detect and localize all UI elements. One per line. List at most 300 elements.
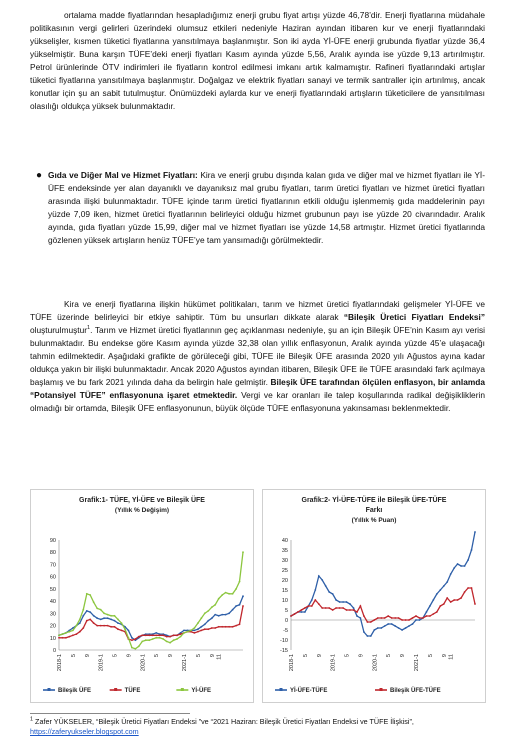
chart-1-data-point <box>221 594 223 596</box>
chart-1-data-point <box>218 626 220 628</box>
chart-1-data-point <box>114 626 116 628</box>
paragraph-composite <box>30 298 485 415</box>
chart-2-data-point <box>443 603 445 605</box>
chart-1-data-point <box>148 634 150 636</box>
chart-2-data-point <box>384 625 386 627</box>
chart-2-data-point <box>474 531 476 533</box>
chart-1-legend-label: Bileşik ÜFE <box>58 688 92 694</box>
chart-1-data-point <box>86 620 88 622</box>
chart-1-data-point <box>76 633 78 635</box>
chart-2-data-point <box>460 565 462 567</box>
chart-1-data-point <box>211 627 213 629</box>
chart-1-data-point <box>242 551 244 553</box>
chart-1-data-point <box>93 601 95 603</box>
chart-2-data-point <box>415 615 417 617</box>
chart-1-ytick-label: 80 <box>49 550 56 557</box>
chart-1-svg <box>31 490 253 702</box>
chart-1-ytick-label: 40 <box>49 599 56 606</box>
bullet-dot-icon: ● <box>36 170 43 181</box>
chart-1-xtick-label: 2018-1 <box>57 654 63 672</box>
chart-2-data-point <box>426 615 428 617</box>
chart-1-data-point <box>221 626 223 628</box>
chart-1-data-point <box>169 642 171 644</box>
chart-1-data-point <box>131 637 133 639</box>
chart-1-xtick-label: 2020-1 <box>140 654 147 672</box>
chart-1-data-point <box>103 612 105 614</box>
chart-2-data-point <box>464 565 466 567</box>
chart-1-data-point <box>204 623 206 625</box>
chart-1-data-point <box>72 634 74 636</box>
chart-1-legend-marker <box>48 688 51 691</box>
chart-2-data-point <box>429 605 431 607</box>
chart-2-data-point <box>405 627 407 629</box>
chart-1-data-point <box>117 628 119 630</box>
chart-2-data-point <box>474 603 476 605</box>
chart-2-xtick-label: 9 <box>358 654 365 658</box>
chart-2-data-point <box>339 607 341 609</box>
chart-1-data-point <box>162 634 164 636</box>
chart-2-data-point <box>408 625 410 627</box>
chart-2-ytick-label: 10 <box>281 598 288 604</box>
chart-1-data-point <box>93 622 95 624</box>
chart-1-ytick-label: 10 <box>49 635 56 642</box>
chart-1-legend-label: Yİ-ÜFE <box>191 688 212 694</box>
bullet-list <box>36 169 485 247</box>
chart-1-data-point <box>207 628 209 630</box>
chart-2-data-point <box>311 599 313 601</box>
bullet-heading: Gıda ve Diğer Mal ve Hizmet Fiyatları: <box>48 170 198 180</box>
chart-2-data-point <box>429 615 431 617</box>
chart-1-data-point <box>242 605 244 607</box>
chart-2-data-point <box>387 615 389 617</box>
chart-1-data-point <box>107 614 109 616</box>
chart-2-data-point <box>453 567 455 569</box>
chart-1-data-point <box>62 633 64 635</box>
chart-1-data-point <box>214 604 216 606</box>
chart-1-data-point <box>200 626 202 628</box>
chart-1-xtick-label: 5 <box>70 654 77 658</box>
chart-1-data-point <box>169 636 171 638</box>
chart-1-legend-label: TÜFE <box>124 688 141 694</box>
chart-1-data-point <box>235 605 237 607</box>
chart-1-data-point <box>225 626 227 628</box>
chart-2-data-point <box>439 589 441 591</box>
chart-2-data-point <box>325 585 327 587</box>
chart-2-data-point <box>314 599 316 601</box>
chart-2-legend-label: Yİ-ÜFE-TÜFE <box>290 688 328 694</box>
chart-1-xtick-label: 5 <box>195 654 202 658</box>
chart-1-data-point <box>239 581 241 583</box>
chart-1-legend-marker <box>181 688 184 691</box>
chart-1-data-point <box>72 630 74 632</box>
chart-2-data-point <box>412 623 414 625</box>
chart-2-title: Grafik:2- Yİ-ÜFE-TÜFE ile Bileşik ÜFE-TÜFE <box>301 497 447 504</box>
chart-1-data-point <box>200 617 202 619</box>
chart-2-ytick-label: 30 <box>281 558 288 564</box>
chart-1-data-point <box>197 622 199 624</box>
chart-2-ytick-label: -10 <box>280 638 288 644</box>
chart-1-data-point <box>107 625 109 627</box>
chart-1-data-point <box>100 619 102 621</box>
chart-1-data-point <box>107 617 109 619</box>
chart-1-data-point <box>166 641 168 643</box>
bullet-text: Kira ve enerji grubu dışında kalan gıda ve diğer mal ve hizmet fiyatları ile Yİ-ÜFE endeksinde yer alan dayanıklı ve dayanıksız mal grubu fiyatları, tarım üretici fiyatları ve hizmet üretici fiyatları arasında ilişki bulunmaktadır. TÜFE içinde tarım üretici fiyatlarının etkili olduğu işlenmemiş gıda maddelerinin payı yüzde 7,09 iken, hizmet üretici fiyatlarının belirleyici olduğu hizmet grubunun payı ise yüzde 20 civarındadır. Aralık ayında, gıda fiyatları yüzde 15,99, diğer mal ve hizmet fiyatları ise yüzde 14,58 artmıştır. Hizmet üretici fiyatlarında gözlenen yüksek artışların henüz TÜFE’ye tam yansımadığı görülmektedir. <box>48 170 485 245</box>
chart-2-data-point <box>356 611 358 613</box>
chart-1-data-point <box>232 593 234 595</box>
chart-1 <box>30 489 254 703</box>
chart-2-data-point <box>453 599 455 601</box>
chart-2-data-point <box>450 573 452 575</box>
chart-1-data-point <box>155 632 157 634</box>
chart-2-ytick-label: 35 <box>281 548 288 554</box>
chart-1-data-point <box>207 620 209 622</box>
chart-1-data-point <box>180 636 182 638</box>
chart-1-data-point <box>141 641 143 643</box>
chart-1-data-point <box>239 604 241 606</box>
chart-2-svg <box>263 490 485 702</box>
chart-2-data-point <box>328 591 330 593</box>
chart-1-data-point <box>110 626 112 628</box>
chart-1-data-point <box>89 611 91 613</box>
paragraph-composite-part4: Vergi ve kar oranları ile talep koşullarında radikal değişikliklerin olmadığı bir ortamda, Bileşik ÜFE enflasyonunun, büyük ölçüde TÜFE enflasyonuna yakınsaması beklenmektedir. <box>30 390 485 413</box>
chart-2-data-point <box>446 597 448 599</box>
chart-2-data-point <box>301 609 303 611</box>
chart-1-data-point <box>207 610 209 612</box>
chart-1-data-point <box>86 610 88 612</box>
chart-2-ytick-label: 20 <box>281 578 288 584</box>
chart-1-data-point <box>96 625 98 627</box>
chart-1-data-point <box>69 631 71 633</box>
chart-1-data-point <box>187 631 189 633</box>
chart-1-ytick-label: 0 <box>52 648 56 654</box>
chart-2-xtick-label: 5 <box>386 654 393 658</box>
chart-1-ytick-label: 60 <box>49 574 56 581</box>
chart-2-data-point <box>314 589 316 591</box>
footnote <box>30 717 490 737</box>
chart-2-data-point <box>401 619 403 621</box>
chart-1-data-point <box>65 632 67 634</box>
chart-2-data-point <box>436 593 438 595</box>
chart-2-data-point <box>360 617 362 619</box>
chart-1-data-point <box>180 633 182 635</box>
chart-2-data-point <box>367 621 369 623</box>
chart-2-data-point <box>467 559 469 561</box>
chart-1-ytick-label: 30 <box>49 611 56 618</box>
chart-2-data-point <box>412 617 414 619</box>
paragraph-composite-part2: oluşturulmuştur <box>30 325 88 335</box>
chart-1-data-point <box>152 634 154 636</box>
footnote-divider <box>30 713 190 714</box>
footnote-link[interactable]: https://zaferyukseler.blogspot.com <box>30 727 139 736</box>
chart-1-data-point <box>138 636 140 638</box>
chart-1-data-point <box>228 593 230 595</box>
footnote-text: Zafer YÜKSELER, “Bileşik Üretici Fiyatları Endeksi ”ve “2021 Haziran: Bileşik Üretici Fiyatları Endeksi ve TÜFE İlişkisi”, <box>33 717 414 726</box>
chart-1-data-point <box>211 617 213 619</box>
chart-2-data-point <box>349 603 351 605</box>
chart-2-data-point <box>321 579 323 581</box>
chart-1-data-point <box>117 622 119 624</box>
chart-2-data-point <box>332 609 334 611</box>
chart-1-data-point <box>173 639 175 641</box>
chart-2-data-point <box>370 621 372 623</box>
chart-2-xtick-label: 9 <box>400 654 407 658</box>
chart-2-data-point <box>353 609 355 611</box>
chart-2-data-point <box>335 607 337 609</box>
chart-1-data-point <box>197 631 199 633</box>
chart-2-ytick-label: 15 <box>281 588 288 594</box>
chart-1-data-point <box>145 639 147 641</box>
chart-2-data-point <box>450 601 452 603</box>
chart-2-data-point <box>391 617 393 619</box>
chart-2-ytick-label: 40 <box>281 538 288 544</box>
chart-2-data-point <box>370 635 372 637</box>
chart-1-data-point <box>225 592 227 594</box>
chart-2-data-point <box>367 635 369 637</box>
chart-2-data-point <box>457 599 459 601</box>
chart-2-ytick-label: -15 <box>280 648 288 654</box>
chart-1-data-point <box>204 612 206 614</box>
chart-1-title: Grafik:1- TÜFE, Yİ-ÜFE ve Bileşik ÜFE <box>79 497 205 504</box>
chart-2-ytick-label: 5 <box>284 608 288 614</box>
chart-2-data-point <box>460 597 462 599</box>
chart-1-data-point <box>128 637 130 639</box>
chart-1-xtick-label: 9 <box>84 654 91 658</box>
chart-1-ytick-label: 20 <box>49 623 56 630</box>
chart-2-ytick-label: 25 <box>281 568 288 574</box>
chart-1-data-point <box>141 634 143 636</box>
chart-1-xtick-label: 5 <box>112 654 119 658</box>
chart-2-data-point <box>342 601 344 603</box>
chart-1-xtick-label: 9 <box>209 654 216 658</box>
chart-2-xtick-label: 2021-1 <box>413 654 420 672</box>
chart-2-data-point <box>373 619 375 621</box>
chart-2-data-point <box>419 617 421 619</box>
chart-2-data-point <box>346 609 348 611</box>
chart-1-data-point <box>162 638 164 640</box>
chart-1-data-point <box>121 630 123 632</box>
chart-1-data-point <box>232 626 234 628</box>
chart-2-data-point <box>391 623 393 625</box>
chart-1-data-point <box>93 615 95 617</box>
chart-1-data-point <box>166 636 168 638</box>
paragraph-energy-text: ortalama madde fiyatlarından hesapladığımız enerji grubu fiyat artışı yüzde 46,78’dir. Enerji fiyatlarına müdahale politikasının vergi gelirleri üzerindeki olumsuz etkileri nedeniyle Haziran ayından itibaren kur ve enerji fiyatlarındaki yükselişler, kısmen tüketici fiyatlarına yansıtılmaya başlanmıştır. Son iki ayda Yİ-ÜFE enerji grubunda fiyatlar yüzde 36,4 yükselmiştir. Buna karşın TÜFE’deki enerji fiyatları Kasım ayında yüzde 5,56, Aralık ayında ise yüzde 9,13 artırılmıştır. Petrol ürünlerinde ÖTV indirimleri ile fiyatların kontrol edilmesi imkanı artık kalmamıştır. Rafineri fiyatlarındaki artışlar tüketici fiyatlarına yansıtılmaya başlanmıştır. Doğalgaz ve elektrik fiyatları sanayi ve termik santraller için artırılmış, ancak konutlar için şu an sabit tutulmuştur. Önümüzdeki aylarda kur ve enerji fiyatlarındaki artışların tüketicilere de yansıtılması olasılığı oldukça yüksek bulunmaktadır. <box>30 10 485 111</box>
chart-1-xtick-label: 2021-1 <box>181 654 188 672</box>
chart-2-series-line <box>291 588 475 622</box>
chart-1-data-point <box>200 630 202 632</box>
chart-1-data-point <box>131 647 133 649</box>
chart-2-xtick-label: 5 <box>427 654 434 658</box>
chart-1-data-point <box>79 622 81 624</box>
chart-2-xtick-label: 11 <box>448 654 455 660</box>
chart-2-legend-marker <box>280 688 283 691</box>
chart-2-xtick-label: 2020-1 <box>372 654 379 672</box>
chart-1-data-point <box>159 634 161 636</box>
chart-1-data-point <box>76 625 78 627</box>
chart-1-xtick-label: 2019-1 <box>98 654 105 672</box>
chart-2-ytick-label: -5 <box>283 628 288 634</box>
chart-2-data-point <box>318 603 320 605</box>
paragraph-energy <box>30 9 485 113</box>
chart-2-data-point <box>377 627 379 629</box>
chart-2-data-point <box>436 611 438 613</box>
chart-1-data-point <box>176 638 178 640</box>
chart-2-data-point <box>342 607 344 609</box>
chart-1-xtick-label: 5 <box>154 654 161 658</box>
chart-1-data-point <box>100 609 102 611</box>
chart-1-data-point <box>183 630 185 632</box>
footnote-reference[interactable]: 1 <box>87 325 91 332</box>
chart-2-data-point <box>301 611 303 613</box>
chart-2-data-point <box>346 601 348 603</box>
chart-2-data-point <box>398 627 400 629</box>
chart-1-data-point <box>152 638 154 640</box>
chart-1-data-point <box>79 619 81 621</box>
chart-2-data-point <box>432 613 434 615</box>
chart-2-data-point <box>360 605 362 607</box>
chart-1-data-point <box>194 627 196 629</box>
chart-2-data-point <box>356 615 358 617</box>
chart-1-data-point <box>131 639 133 641</box>
chart-2-data-point <box>426 611 428 613</box>
chart-1-xtick-label: 9 <box>168 654 175 658</box>
chart-1-data-point <box>145 634 147 636</box>
chart-1-data-point <box>176 634 178 636</box>
chart-2-data-point <box>332 593 334 595</box>
chart-2-data-point <box>297 611 299 613</box>
chart-1-data-point <box>89 619 91 621</box>
chart-2-data-point <box>398 617 400 619</box>
chart-2-data-point <box>384 617 386 619</box>
chart-1-data-point <box>228 612 230 614</box>
chart-1-data-point <box>242 595 244 597</box>
chart-2-data-point <box>471 549 473 551</box>
chart-1-data-point <box>82 615 84 617</box>
chart-1-data-point <box>62 637 64 639</box>
chart-1-xtick-label: 9 <box>126 654 133 658</box>
chart-2-xtick-label: 5 <box>302 654 309 658</box>
chart-1-series-line <box>59 596 243 640</box>
chart-2-data-point <box>394 625 396 627</box>
chart-2-data-point <box>457 563 459 565</box>
chart-1-data-point <box>117 619 119 621</box>
chart-1-data-point <box>239 623 241 625</box>
chart-1-data-point <box>114 620 116 622</box>
chart-2-data-point <box>464 591 466 593</box>
chart-1-data-point <box>155 637 157 639</box>
chart-1-data-point <box>103 617 105 619</box>
chart-2-series-line <box>291 532 475 636</box>
chart-1-data-point <box>228 626 230 628</box>
chart-1-data-point <box>58 634 60 636</box>
chart-1-data-point <box>194 630 196 632</box>
chart-2-data-point <box>308 605 310 607</box>
chart-2-data-point <box>471 587 473 589</box>
chart-2-data-point <box>294 613 296 615</box>
chart-2-xtick-label: 2019-1 <box>330 654 337 672</box>
chart-2-legend-marker <box>380 688 383 691</box>
chart-1-ytick-label: 90 <box>49 538 56 544</box>
chart-1-data-point <box>138 645 140 647</box>
chart-1-data-point <box>211 606 213 608</box>
chart-1-data-point <box>218 615 220 617</box>
chart-1-data-point <box>121 622 123 624</box>
chart-1-data-point <box>190 630 192 632</box>
chart-2-data-point <box>401 629 403 631</box>
paragraph-composite-part1: Kira ve enerji fiyatlarına ilişkin hükümet politikaları, tarım ve hizmet üretici fiyatlarındaki gelişmeler Yİ-ÜFE ve TÜFE üzerinde belirleyici bir etkiye sahiptir. Tüm bu unsurları dikkate alarak <box>30 299 485 322</box>
chart-1-data-point <box>58 637 60 639</box>
chart-1-data-point <box>69 636 71 638</box>
chart-1-data-point <box>194 632 196 634</box>
chart-2-data-point <box>467 587 469 589</box>
chart-2-data-point <box>363 631 365 633</box>
chart-1-data-point <box>86 593 88 595</box>
chart-2-subtitle: (Yıllık % Puan) <box>351 517 397 524</box>
chart-2-data-point <box>290 615 292 617</box>
chart-2-data-point <box>422 617 424 619</box>
chart-1-data-point <box>135 638 137 640</box>
chart-1-data-point <box>225 614 227 616</box>
footnote-marker: 1 <box>30 716 34 723</box>
chart-1-data-point <box>128 630 130 632</box>
chart-2-data-point <box>380 627 382 629</box>
chart-2-xtick-label: 9 <box>316 654 323 658</box>
chart-2-xtick-label: 2018-1 <box>289 654 295 672</box>
chart-1-data-point <box>204 628 206 630</box>
chart-2-data-point <box>349 609 351 611</box>
chart-2-data-point <box>408 619 410 621</box>
chart-1-data-point <box>197 628 199 630</box>
chart-1-data-point <box>235 625 237 627</box>
chart-2-data-point <box>339 601 341 603</box>
chart-2-data-point <box>373 629 375 631</box>
paragraph-composite-bold2: Bileşik ÜFE tarafından ölçülen enflasyon, bir anlamda “Potansiyel TÜFE” enflasyonuna işaret etmektedir. <box>30 377 485 400</box>
chart-1-data-point <box>96 608 98 610</box>
chart-1-data-point <box>155 634 157 636</box>
chart-2 <box>262 489 486 703</box>
chart-2-xtick-label: 9 <box>441 654 448 658</box>
chart-1-data-point <box>221 614 223 616</box>
chart-2-ytick-label: 0 <box>284 618 288 624</box>
chart-2-data-point <box>328 607 330 609</box>
chart-1-subtitle: (Yıllık % Değişim) <box>114 507 170 514</box>
chart-2-data-point <box>318 575 320 577</box>
chart-1-data-point <box>79 631 81 633</box>
chart-2-data-point <box>311 605 313 607</box>
chart-1-data-point <box>96 617 98 619</box>
chart-2-data-point <box>304 607 306 609</box>
chart-2-data-point <box>377 617 379 619</box>
chart-2-data-point <box>415 619 417 621</box>
chart-2-data-point <box>380 617 382 619</box>
chart-2-data-point <box>325 607 327 609</box>
chart-1-data-point <box>135 648 137 650</box>
chart-1-data-point <box>173 634 175 636</box>
chart-1-data-point <box>214 627 216 629</box>
chart-1-xtick-label: 11 <box>216 654 223 660</box>
chart-1-data-point <box>183 632 185 634</box>
chart-2-data-point <box>363 615 365 617</box>
chart-1-data-point <box>232 609 234 611</box>
chart-1-data-point <box>89 594 91 596</box>
chart-2-data-point <box>432 599 434 601</box>
chart-1-data-point <box>148 639 150 641</box>
chart-1-data-point <box>65 637 67 639</box>
chart-2-xtick-label: 5 <box>344 654 351 658</box>
bullet-item-food <box>36 169 485 247</box>
chart-1-ytick-label: 70 <box>49 562 56 569</box>
chart-2-data-point <box>387 623 389 625</box>
paragraph-composite-bold1: “Bileşik Üretici Fiyatları Endeksi” <box>343 312 485 322</box>
